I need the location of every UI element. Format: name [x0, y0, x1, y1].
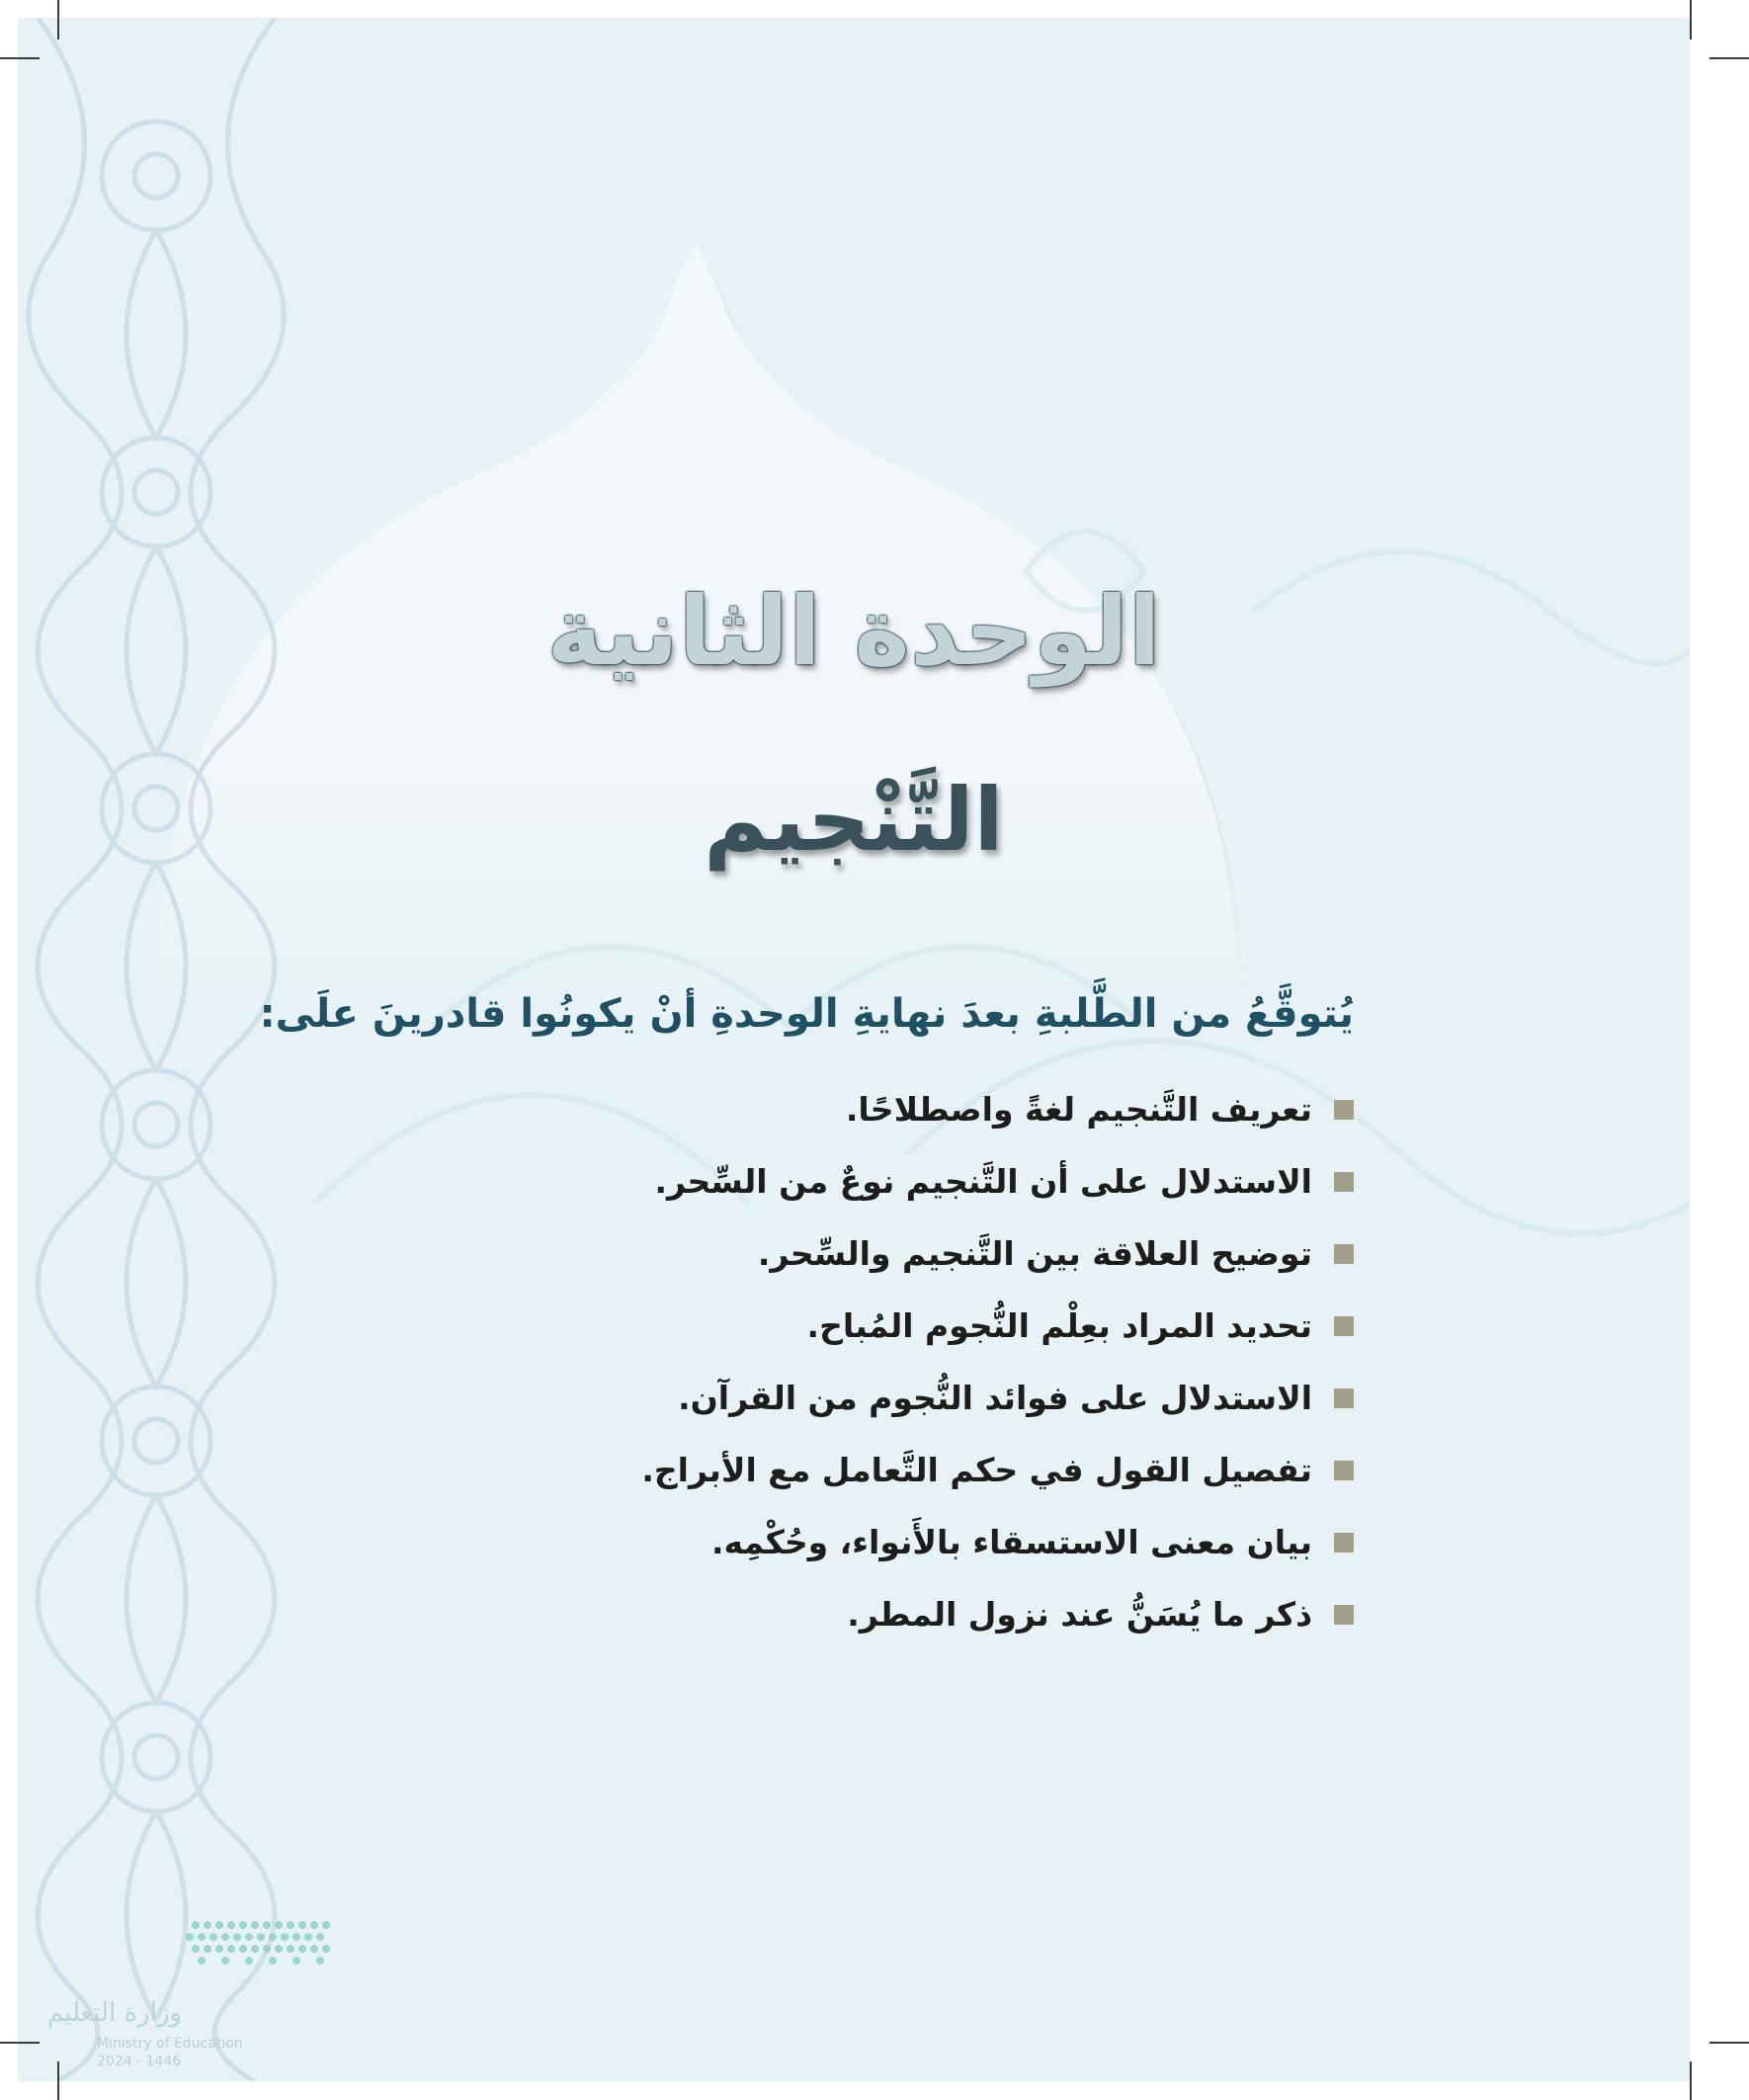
objective-text: تعريف التَّنجيم لغةً واصطلاحًا.	[845, 1090, 1312, 1129]
crop-mark	[57, 0, 59, 40]
crop-mark	[1709, 57, 1749, 59]
objective-item	[267, 1145, 1354, 1218]
objective-text: بيان معنى الاستسقاء بالأَنواء، وحُكْمِه.	[710, 1523, 1312, 1561]
objective-text: الاستدلال على فوائد النُّجوم من القرآن.	[678, 1379, 1312, 1417]
objective-item	[267, 1290, 1354, 1362]
publication-year: 2024 - 1446	[97, 2054, 182, 2069]
page	[18, 18, 1690, 2081]
objectives-intro: يُتوقَّعُ من الطَّلبةِ بعدَ نهايةِ الوحدةِ أنْ يكونُوا قادرينَ علَى:	[259, 991, 1354, 1037]
crop-mark	[1690, 0, 1692, 40]
objective-text: تفصيل القول في حكم التَّعامل مع الأبراج.	[641, 1451, 1312, 1489]
objective-item	[267, 1506, 1354, 1578]
crop-mark	[1709, 2042, 1749, 2044]
objectives-list	[267, 1073, 1354, 1650]
objective-item	[267, 1362, 1354, 1434]
crop-mark	[0, 2042, 40, 2044]
background-pattern	[18, 18, 1690, 2081]
crop-mark	[1690, 2061, 1692, 2100]
objective-text: ذكر ما يُسَنُّ عند نزول المطر.	[847, 1595, 1312, 1634]
square-bullet-icon	[1334, 1533, 1354, 1553]
square-bullet-icon	[1334, 1244, 1354, 1264]
square-bullet-icon	[1334, 1461, 1354, 1480]
square-bullet-icon	[1334, 1172, 1354, 1192]
square-bullet-icon	[1334, 1100, 1354, 1120]
objective-text: توضيح العلاقة بين التَّنجيم والسِّحر.	[757, 1234, 1312, 1273]
objective-item	[267, 1218, 1354, 1290]
square-bullet-icon	[1334, 1605, 1354, 1625]
crop-mark	[0, 57, 40, 59]
ministry-name-ar: وزارة التعليم	[47, 1998, 183, 2028]
unit-title: الوحدة الثانية	[546, 576, 1161, 687]
objective-item	[267, 1578, 1354, 1650]
objective-item	[267, 1073, 1354, 1145]
square-bullet-icon	[1334, 1388, 1354, 1408]
square-bullet-icon	[1334, 1316, 1354, 1336]
ministry-name-en: Ministry of Education	[97, 2036, 243, 2052]
objective-text: تحديد المراد بعِلْم النُّجوم المُباح.	[806, 1306, 1312, 1345]
crop-mark	[57, 2061, 59, 2100]
unit-topic: التَّنْجيم	[704, 769, 1004, 871]
objective-text: الاستدلال على أن التَّنجيم نوعٌ من السِّحر.	[654, 1162, 1312, 1201]
objective-item	[267, 1434, 1354, 1506]
